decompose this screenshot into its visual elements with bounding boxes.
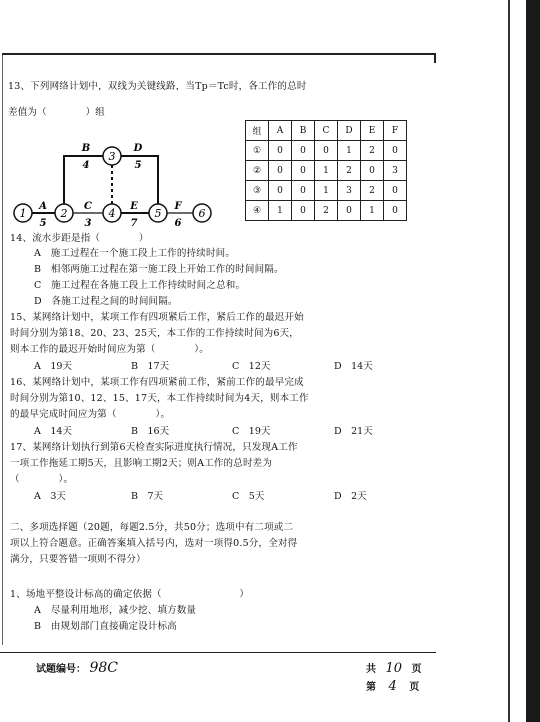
table-cell: 0 [292,161,315,181]
table-header-cell: B [292,121,315,141]
q15-option-d: D 14天 [334,361,373,372]
footer-page-value: 4 [388,679,397,694]
table-cell: ② [246,161,269,181]
table-header-cell: 组 [246,121,269,141]
table-cell: 0 [292,201,315,221]
node-2: 2 [60,207,68,220]
footer-code [36,660,118,676]
q15-line3: 则本工作的最迟开始时间应为第（ ）。 [10,344,209,355]
mq1-stem: 1、场地平整设计标高的确定依据（ ） [10,589,250,600]
table-cell: 2 [361,141,384,161]
footer-code-label: 试题编号： [36,664,86,675]
act-b-name: B [81,143,91,154]
q16-option-b: B 16天 [131,426,170,437]
act-c-dur: 3 [84,218,92,229]
section2-line1: 二、多项选择题（20题，每题2.5分，共50分；选项中有二项或二 [10,522,294,533]
q17-option-a: A 3天 [34,491,66,502]
footer-code-value: 98C [89,660,119,676]
node-4: 4 [108,207,116,220]
table-row [246,141,407,161]
table-cell: 0 [384,201,407,221]
node-6: 6 [198,207,206,220]
top-rule-tick [434,53,436,63]
node-1: 1 [19,207,27,220]
table-header-row [246,121,407,141]
table-cell: 0 [292,181,315,201]
node-3: 3 [108,150,116,163]
q17-option-b: B 7天 [131,491,164,502]
q13-line1: 13、下列网络计划中，双线为关键线路，当Tp＝Tc时，各工作的总时 [8,81,307,92]
act-a-name: A [39,201,47,212]
footer-total-pages [366,660,422,676]
footer-page-label: 第 [366,682,376,693]
table-cell: 2 [315,201,338,221]
q14-option-b: B 相邻两施工过程在第一施工段上开始工作的时间间隔。 [34,264,284,275]
table-cell: 3 [338,181,361,201]
act-f-dur: 6 [174,218,182,229]
act-c-name: C [84,201,92,212]
table-cell: 0 [361,161,384,181]
footer-current-page [366,678,419,694]
table-header-cell: E [361,121,384,141]
table-row [246,201,407,221]
table-cell: 0 [384,181,407,201]
q13-line2: 差值为（ ）组 [8,107,106,118]
mq1-option-b: B 由规划部门直接确定设计标高 [34,621,177,632]
table-cell: 1 [269,201,292,221]
scan-edge-right [526,0,540,722]
table-row [246,161,407,181]
q15-option-c: C 12天 [232,361,271,372]
q16-option-c: C 19天 [232,426,271,437]
q15-option-b: B 17天 [131,361,170,372]
act-f-name: F [174,201,182,212]
table-cell: ④ [246,201,269,221]
q14-option-d: D 各施工过程之间的时间间隔。 [34,296,178,307]
q16-option-d: D 21天 [334,426,373,437]
q17-line1: 17、某网络计划执行到第6天检查实际进度执行情况，只发现A工作 [10,442,298,453]
footer-total-value: 10 [385,661,403,676]
table-cell: 0 [315,141,338,161]
table-cell: 2 [338,161,361,181]
q15-line1: 15、某网络计划中，某项工作有四项紧后工作，紧后工作的最迟开始 [10,312,304,323]
node-5: 5 [154,207,162,220]
table-header-cell: F [384,121,407,141]
q17-line2: 一项工作拖延工期5天，且影响工期2天；则A工作的总时差为 [10,458,273,469]
act-e-dur: 7 [130,218,138,229]
q14-stem: 14、流水步距是指（ ） [10,233,149,244]
act-e-name: E [130,201,138,212]
section2-line2: 项以上符合题意。正确答案填入括号内，选对一项得0.5分，全对得 [10,538,298,549]
top-rule [2,53,434,55]
bottom-rule [0,652,436,653]
scan-line-right [508,0,510,722]
table-header-cell: C [315,121,338,141]
table-cell: 3 [384,161,407,181]
table-cell: 0 [269,161,292,181]
table-cell: 0 [292,141,315,161]
act-d-name: D [133,143,143,154]
act-d-dur: 5 [134,160,142,171]
table-cell: 0 [338,201,361,221]
table-header-cell: A [269,121,292,141]
footer-page-unit: 页 [409,682,420,693]
table-row [246,181,407,201]
table-cell: 2 [361,181,384,201]
q16-line3: 的最早完成时间应为第（ ）。 [10,409,171,420]
table-cell: 0 [269,141,292,161]
q16-line1: 16、某网络计划中，某项工作有四项紧前工作，紧前工作的最早完成 [10,377,304,388]
q17-option-d: D 2天 [334,491,367,502]
table-cell: ③ [246,181,269,201]
q15-line2: 时间分别为第18、20、23、25天，本工作的工作持续时间为6天， [10,328,299,339]
table-cell: ① [246,141,269,161]
q14-option-a: A 施工过程在一个施工段上工作的持续时间。 [34,248,236,259]
q16-option-a: A 14天 [34,426,72,437]
q16-line2: 时间分别为第10、12、15、17天，本工作持续时间为4天，则本工作 [10,393,309,404]
table-cell: 1 [315,161,338,181]
table-header-cell: D [338,121,361,141]
act-a-dur: 5 [39,218,47,229]
q17-line3: （ ）。 [10,474,74,485]
act-b-dur: 4 [82,160,90,171]
table-cell: 0 [269,181,292,201]
table-cell: 1 [338,141,361,161]
section2-line3: 满分，只要答错一项则不得分） [10,554,146,565]
table-cell: 0 [384,141,407,161]
footer-total-unit: 页 [411,664,422,675]
q14-option-c: C 施工过程在各施工段上工作持续时间之总和。 [34,280,246,291]
network-diagram [0,138,240,238]
answer-table [245,120,407,221]
table-cell: 1 [315,181,338,201]
footer-total-label: 共 [366,664,376,675]
q17-option-c: C 5天 [232,491,265,502]
mq1-option-a: A 尽量利用地形，减少挖、填方数量 [34,605,197,616]
table-cell: 1 [361,201,384,221]
q15-option-a: A 19天 [34,361,72,372]
